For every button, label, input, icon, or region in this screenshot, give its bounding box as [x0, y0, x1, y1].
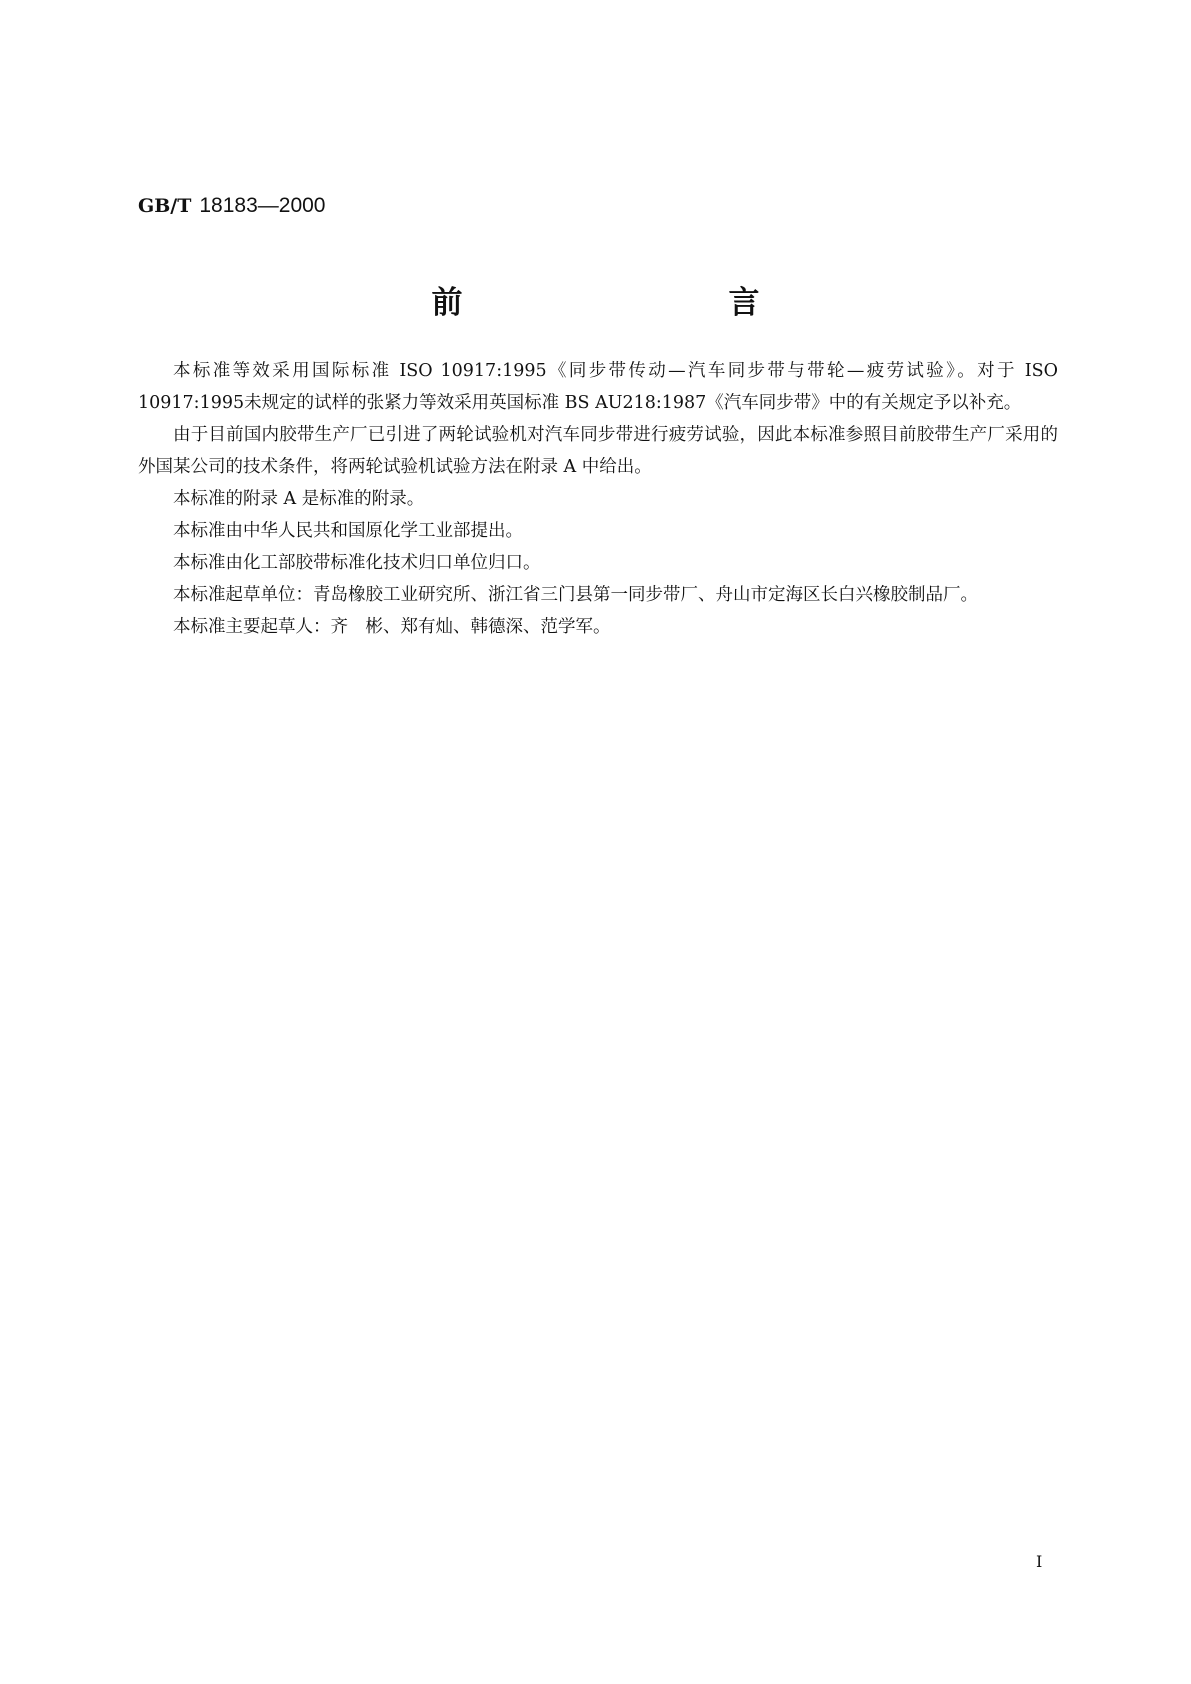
paragraph-adoption: 本标准等效采用国际标准 ISO 10917:1995《同步带传动—汽车同步带与带轮—疲劳试验》。对于 ISO 10917:1995未规定的试样的张紧力等效采用英国标准 BS AU218:1987《汽车同步带》中的有关规定予以补充。 [138, 361, 1058, 413]
paragraph-proposed-by: 本标准由中华人民共和国原化学工业部提出。 [173, 521, 523, 541]
standard-code: GB/T [138, 195, 192, 217]
paragraph-drafters: 本标准主要起草人：齐 彬、郑有灿、韩德深、范学军。 [173, 617, 611, 637]
paragraph-test-method: 由于目前国内胶带生产厂已引进了两轮试验机对汽车同步带进行疲劳试验，因此本标准参照目前胶带生产厂采用的外国某公司的技术条件，将两轮试验机试验方法在附录 A 中给出。 [138, 425, 1058, 477]
standard-header [138, 192, 326, 219]
page-title: 前 言 [431, 285, 828, 321]
foreword-body [138, 355, 1058, 643]
standard-number: 18183—2000 [199, 194, 326, 217]
paragraph-appendix: 本标准的附录 A 是标准的附录。 [173, 489, 425, 509]
paragraph-drafting-units: 本标准起草单位：青岛橡胶工业研究所、浙江省三门县第一同步带厂、舟山市定海区长白兴橡胶制品厂。 [173, 585, 978, 605]
paragraph-administered-by: 本标准由化工部胶带标准化技术归口单位归口。 [173, 553, 541, 573]
page-number: I [1036, 1552, 1043, 1571]
